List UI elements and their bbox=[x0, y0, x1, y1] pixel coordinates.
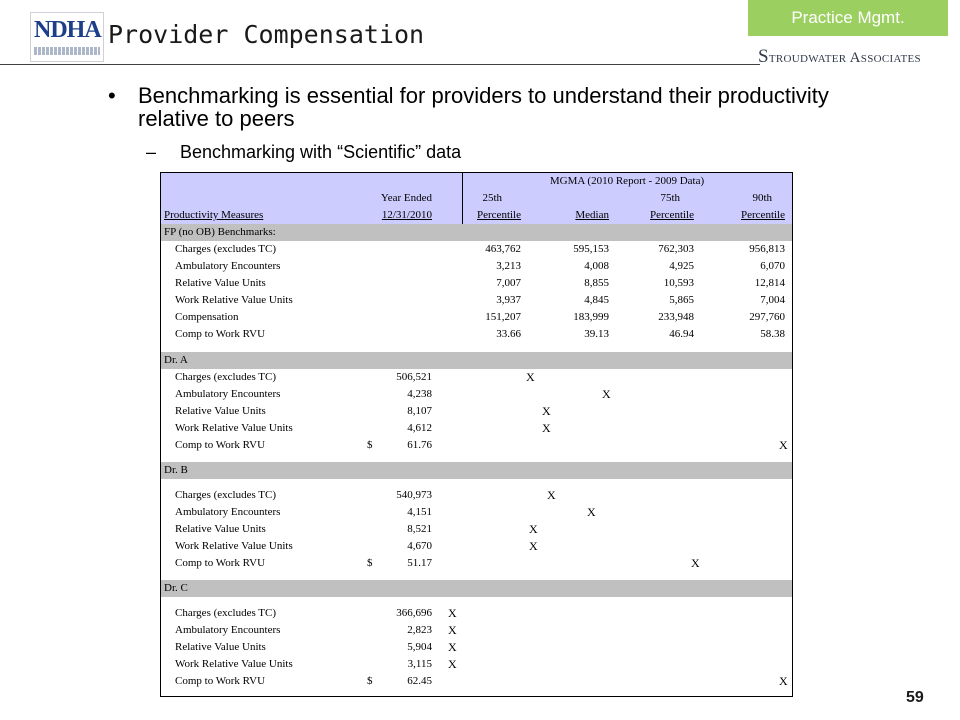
benchmark-p75: 233,948 bbox=[658, 311, 694, 323]
percentile-position-mark: X bbox=[448, 657, 457, 671]
bullet-dot-icon: • bbox=[108, 83, 116, 108]
benchmark-label: Compensation bbox=[175, 311, 239, 323]
metric-label: Charges (excludes TC) bbox=[175, 607, 277, 619]
percentile-position-mark: X bbox=[547, 488, 556, 502]
doctor-metric-row bbox=[161, 504, 792, 521]
metric-label: Ambulatory Encounters bbox=[175, 388, 281, 400]
benchmark-p25: 33.66 bbox=[496, 328, 521, 340]
benchmark-median: 595,153 bbox=[573, 243, 609, 255]
doctor-metric-row bbox=[161, 420, 792, 437]
metric-label: Comp to Work RVU bbox=[175, 557, 266, 569]
doctor-metric-row bbox=[161, 386, 792, 403]
metric-value: 4,670 bbox=[407, 540, 432, 552]
logo-text: NDHA bbox=[34, 17, 101, 43]
benchmark-p90: 297,760 bbox=[749, 311, 785, 323]
metric-label: Charges (excludes TC) bbox=[175, 489, 277, 501]
doctor-metric-row bbox=[161, 521, 792, 538]
year-ended-header: Year Ended bbox=[380, 192, 432, 204]
percentile-position-mark: X bbox=[542, 404, 551, 418]
benchmark-median: 4,845 bbox=[584, 294, 609, 306]
doctor-metric-row bbox=[161, 605, 792, 622]
benchmark-label: Ambulatory Encounters bbox=[175, 260, 281, 272]
measures-header: Productivity Measures bbox=[164, 209, 264, 221]
percentile-position-mark: X bbox=[542, 421, 551, 435]
page-number: 59 bbox=[906, 689, 924, 706]
mgma-header: MGMA (2010 Report - 2009 Data) bbox=[549, 175, 705, 187]
doctor-metric-row bbox=[161, 437, 792, 454]
benchmark-p90: 7,004 bbox=[760, 294, 785, 306]
year-ended-date-header: 12/31/2010 bbox=[381, 209, 432, 221]
metric-value: 3,115 bbox=[407, 658, 432, 670]
benchmark-median: 8,855 bbox=[584, 277, 609, 289]
company-logo-text: Stroudwater Associates bbox=[758, 46, 921, 67]
metric-value: 366,696 bbox=[396, 607, 432, 619]
benchmark-label: Comp to Work RVU bbox=[175, 328, 266, 340]
metric-label: Relative Value Units bbox=[175, 641, 266, 653]
benchmark-p90: 12,814 bbox=[754, 277, 785, 289]
p75-header: 75th bbox=[660, 192, 680, 204]
benchmark-p75: 5,865 bbox=[669, 294, 694, 306]
sub-bullet-text: Benchmarking with “Scientific” data bbox=[180, 142, 462, 162]
metric-label: Relative Value Units bbox=[175, 523, 266, 535]
doctor-group-row bbox=[161, 462, 792, 479]
table-header-row-3 bbox=[161, 207, 792, 224]
doctor-group-row bbox=[161, 580, 792, 597]
benchmark-p75: 10,593 bbox=[663, 277, 694, 289]
percentile-position-mark: X bbox=[448, 640, 457, 654]
metric-label: Work Relative Value Units bbox=[175, 658, 293, 670]
percentile-position-mark: X bbox=[448, 623, 457, 637]
benchmark-median: 39.13 bbox=[584, 328, 609, 340]
benchmark-p25: 3,937 bbox=[496, 294, 521, 306]
header-rule bbox=[0, 64, 760, 65]
doctor-metric-row bbox=[161, 555, 792, 572]
metric-label: Comp to Work RVU bbox=[175, 675, 266, 687]
percentile-position-mark: X bbox=[602, 387, 611, 401]
benchmark-row bbox=[161, 275, 792, 292]
metric-value: 5,904 bbox=[407, 641, 432, 653]
benchmark-p25: 463,762 bbox=[485, 243, 521, 255]
metric-value: 61.76 bbox=[407, 439, 432, 451]
practice-mgmt-badge: Practice Mgmt. bbox=[748, 0, 948, 36]
benchmark-median: 183,999 bbox=[573, 311, 609, 323]
percentile-position-mark: X bbox=[529, 539, 538, 553]
logo-subtitle-graphic bbox=[34, 47, 100, 55]
percentile-position-mark: X bbox=[779, 438, 788, 452]
p25-percentile-header: Percentile bbox=[477, 209, 521, 221]
p25-header: 25th bbox=[482, 192, 502, 204]
metric-label: Work Relative Value Units bbox=[175, 422, 293, 434]
benchmark-p25: 7,007 bbox=[496, 277, 521, 289]
median-header: Median bbox=[575, 209, 609, 221]
benchmark-table bbox=[160, 172, 793, 697]
p90-header: 90th bbox=[752, 192, 772, 204]
metric-label: Relative Value Units bbox=[175, 405, 266, 417]
dash-icon: – bbox=[146, 142, 157, 162]
doctor-metric-row bbox=[161, 538, 792, 555]
doctor-name: Dr. B bbox=[164, 464, 188, 476]
dollar-sign: $ bbox=[367, 557, 373, 569]
page-title: Provider Compensation bbox=[108, 20, 425, 49]
metric-value: 8,107 bbox=[407, 405, 432, 417]
percentile-position-mark: X bbox=[691, 556, 700, 570]
percentile-position-mark: X bbox=[587, 505, 596, 519]
table-header-row-2 bbox=[161, 190, 792, 207]
ndha-logo bbox=[30, 12, 104, 62]
benchmark-p25: 151,207 bbox=[485, 311, 521, 323]
metric-label: Ambulatory Encounters bbox=[175, 624, 281, 636]
doctor-name: Dr. C bbox=[164, 582, 188, 594]
doctor-metric-row bbox=[161, 369, 792, 386]
benchmark-p25: 3,213 bbox=[496, 260, 521, 272]
p75-percentile-header: Percentile bbox=[650, 209, 694, 221]
percentile-position-mark: X bbox=[779, 674, 788, 688]
benchmark-row bbox=[161, 309, 792, 326]
benchmark-p75: 762,303 bbox=[658, 243, 694, 255]
dollar-sign: $ bbox=[367, 675, 373, 687]
percentile-position-mark: X bbox=[448, 606, 457, 620]
doctor-group-row bbox=[161, 352, 792, 369]
benchmarks-label: FP (no OB) Benchmarks: bbox=[164, 226, 276, 238]
benchmark-label: Work Relative Value Units bbox=[175, 294, 293, 306]
doctor-metric-row bbox=[161, 487, 792, 504]
benchmark-p75: 4,925 bbox=[669, 260, 694, 272]
benchmark-median: 4,008 bbox=[584, 260, 609, 272]
benchmark-p75: 46.94 bbox=[669, 328, 694, 340]
metric-value: 2,823 bbox=[407, 624, 432, 636]
dollar-sign: $ bbox=[367, 439, 373, 451]
benchmark-row bbox=[161, 292, 792, 309]
percentile-position-mark: X bbox=[526, 370, 535, 384]
table-header-row-1 bbox=[161, 173, 792, 190]
metric-value: 4,238 bbox=[407, 388, 432, 400]
doctor-metric-row bbox=[161, 639, 792, 656]
metric-value: 506,521 bbox=[396, 371, 432, 383]
metric-label: Comp to Work RVU bbox=[175, 439, 266, 451]
doctor-metric-row bbox=[161, 656, 792, 673]
metric-value: 51.17 bbox=[407, 557, 432, 569]
metric-value: 62.45 bbox=[407, 675, 432, 687]
metric-value: 8,521 bbox=[407, 523, 432, 535]
benchmark-p90: 956,813 bbox=[749, 243, 785, 255]
metric-label: Work Relative Value Units bbox=[175, 540, 293, 552]
benchmark-label: Charges (excludes TC) bbox=[175, 243, 277, 255]
main-bullet-text: Benchmarking is essential for providers to understand their productivity relative to peers bbox=[138, 83, 829, 131]
doctor-metric-row bbox=[161, 622, 792, 639]
benchmark-row bbox=[161, 326, 792, 343]
header-divider bbox=[462, 173, 463, 224]
metric-label: Charges (excludes TC) bbox=[175, 371, 277, 383]
benchmark-row bbox=[161, 241, 792, 258]
doctor-metric-row bbox=[161, 673, 792, 690]
benchmark-label: Relative Value Units bbox=[175, 277, 266, 289]
benchmark-p90: 58.38 bbox=[760, 328, 785, 340]
p90-percentile-header: Percentile bbox=[741, 209, 785, 221]
metric-value: 4,151 bbox=[407, 506, 432, 518]
metric-value: 4,612 bbox=[407, 422, 432, 434]
percentile-position-mark: X bbox=[529, 522, 538, 536]
metric-label: Ambulatory Encounters bbox=[175, 506, 281, 518]
metric-value: 540,973 bbox=[396, 489, 432, 501]
benchmark-row bbox=[161, 258, 792, 275]
benchmark-p90: 6,070 bbox=[760, 260, 785, 272]
benchmarks-group-row bbox=[161, 224, 792, 241]
doctor-metric-row bbox=[161, 403, 792, 420]
doctor-name: Dr. A bbox=[164, 354, 188, 366]
